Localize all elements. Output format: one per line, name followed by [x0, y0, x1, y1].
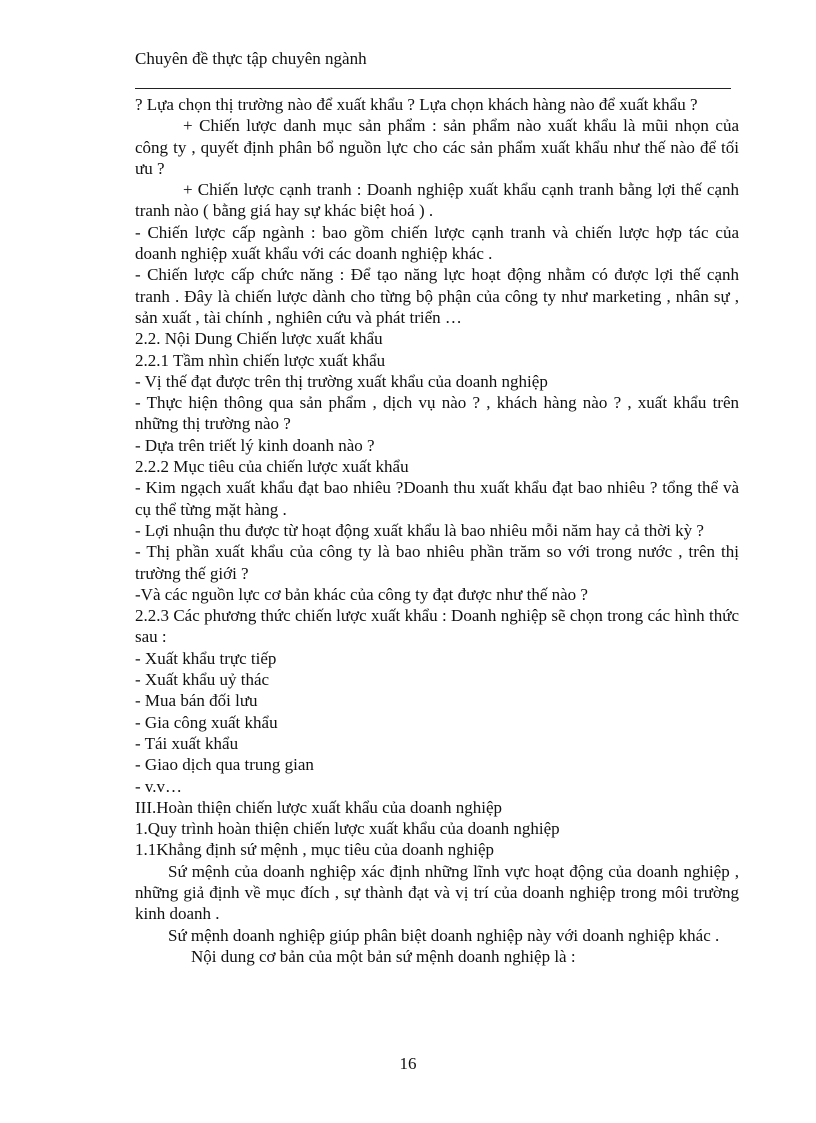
list-item: - v.v… — [135, 776, 183, 796]
list-item: - Kim ngạch xuất khẩu đạt bao nhiêu ?Doanh thu xuất khẩu đạt bao nhiêu ? tổng thể và cụ thể từng mặt hàng . — [135, 478, 739, 519]
chapter-heading: III.Hoàn thiện chiến lược xuất khẩu của doanh nghiệp — [135, 797, 503, 817]
list-item: -Và các nguồn lực cơ bản khác của công ty đạt được như thế nào ? — [135, 584, 588, 604]
paragraph: + Chiến lược cạnh tranh : Doanh nghiệp xuất khẩu cạnh tranh bằng lợi thế cạnh tranh nào ( bằng giá hay sự khác biệt hoá ) . — [135, 180, 739, 221]
list-item: - Xuất khẩu trực tiếp — [135, 648, 277, 668]
page-number: 16 — [399, 1054, 417, 1073]
list-item: - Tái xuất khẩu — [135, 733, 239, 753]
section-heading: 2.2.2 Mục tiêu của chiến lược xuất khẩu — [135, 457, 409, 477]
page-header-title: Chuyên đề thực tập chuyên ngành — [135, 49, 367, 68]
list-item: - Xuất khẩu uỷ thác — [135, 670, 270, 690]
section-heading: 1.1Khẳng định sứ mệnh , mục tiêu của doanh nghiệp — [135, 840, 495, 860]
section-heading: 2.2.1 Tầm nhìn chiến lược xuất khẩu — [135, 350, 386, 370]
paragraph: + Chiến lược danh mục sản phẩm : sản phẩm nào xuất khẩu là mũi nhọn của công ty , quyết định phân bổ nguồn lực cho các sản phẩm xuất khẩu như thế nào để tối ưu ? — [135, 116, 739, 178]
list-item: - Vị thế đạt được trên thị trường xuất khẩu của doanh nghiệp — [135, 371, 548, 391]
document-body — [135, 94, 739, 967]
paragraph: ? Lựa chọn thị trường nào để xuất khẩu ? Lựa chọn khách hàng nào để xuất khẩu ? — [135, 95, 698, 114]
list-item: - Thực hiện thông qua sản phẩm , dịch vụ nào ? , khách hàng nào ? , xuất khẩu trên những thị trường nào ? — [135, 393, 739, 434]
paragraph: - Chiến lược cấp chức năng : Để tạo năng lực hoạt động nhằm có được lợi thế cạnh tranh . Đây là chiến lược dành cho từng bộ phận của công ty như marketing , nhân sự , sản xuất , tài chính , nghiên cứu và phát triển … — [135, 265, 739, 327]
section-heading: 1.Quy trình hoàn thiện chiến lược xuất khẩu của doanh nghiệp — [135, 819, 560, 839]
header-divider — [135, 88, 731, 89]
list-item: - Giao dịch qua trung gian — [135, 755, 314, 775]
section-heading: 2.2. Nội Dung Chiến lược xuất khẩu — [135, 329, 383, 349]
list-item: - Dựa trên triết lý kinh doanh nào ? — [135, 435, 375, 455]
list-item: - Lợi nhuận thu được từ hoạt động xuất khẩu là bao nhiêu mỗi năm hay cả thời kỳ ? — [135, 520, 704, 540]
paragraph: Sứ mệnh của doanh nghiệp xác định những lĩnh vực hoạt động của doanh nghiệp , những giả định về mục đích , sự thành đạt và vị trí của doanh nghiệp trong môi trường kinh doanh . — [135, 861, 739, 924]
paragraph: - Chiến lược cấp ngành : bao gồm chiến lược cạnh tranh và chiến lược hợp tác của doanh nghiệp xuất khẩu với các doanh nghiệp khác . — [135, 222, 739, 264]
section-heading: 2.2.3 Các phương thức chiến lược xuất khẩu : Doanh nghiệp sẽ chọn trong các hình thức sau : — [135, 606, 739, 647]
list-item: - Gia công xuất khẩu — [135, 712, 278, 732]
list-item: - Mua bán đối lưu — [135, 691, 258, 711]
paragraph: Nội dung cơ bản của một bản sứ mệnh doanh nghiệp là : — [191, 946, 576, 966]
paragraph: Sứ mệnh doanh nghiệp giúp phân biệt doanh nghiệp này với doanh nghiệp khác . — [168, 925, 720, 945]
list-item: - Thị phần xuất khẩu của công ty là bao nhiêu phần trăm so với trong nước , trên thị trường thế giới ? — [135, 542, 739, 583]
